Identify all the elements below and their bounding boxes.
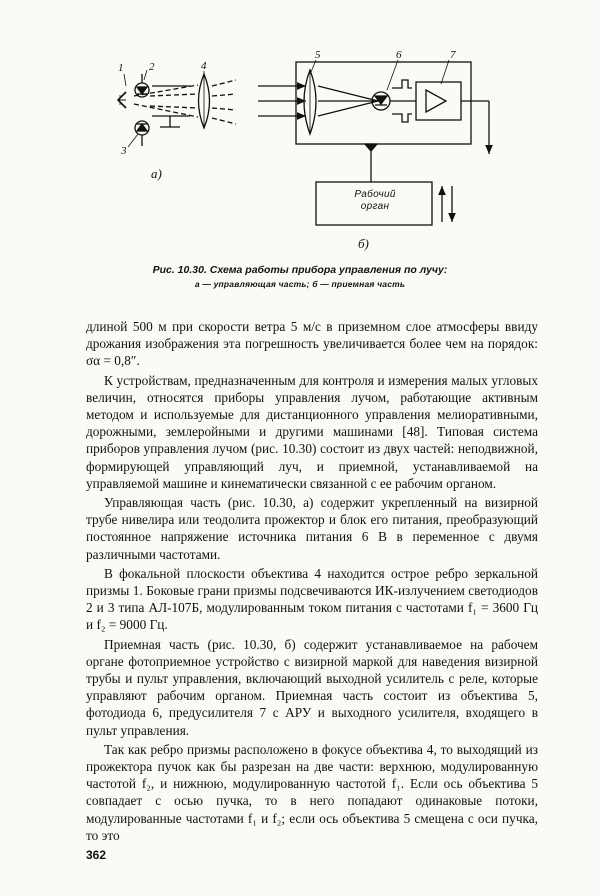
label-7: 7 (450, 49, 456, 61)
label-6: 6 (396, 49, 402, 61)
body-text (86, 318, 538, 846)
label-4: 4 (201, 60, 207, 72)
label-3: 3 (121, 145, 127, 157)
figure-10-30 (0, 0, 600, 300)
working-body-line1: Рабочий (354, 189, 396, 200)
figure-caption-legend: а — управляющая часть; б — приемная часть (194, 279, 406, 289)
paragraph: Управляющая часть (рис. 10.30, а) содержит укрепленный на визирной трубе нивелира или теодолита прожектор и блок его питания, преобразующий постоянное напряжение источника питания 6 В в переменное с двумя различными частотами. (86, 495, 538, 562)
working-body-line2: орган (360, 201, 390, 212)
paragraph: Приемная часть (рис. 10.30, б) содержит устанавливаемое на рабочем органе фотоприемное устройство с визирной маркой для наведения визирной трубы и пульт управления, включающий выходной усилитель с реле, которые управляют рабочим органом. Приемная часть состоит из объектива 5, фотодиода 6, предусилителя 7 с АРУ и выходного усилителя, входящего в пульт управления. (86, 636, 538, 738)
paragraph: Так как ребро призмы расположено в фокусе объектива 4, то выходящий из прожектора пучок как бы разрезан на две части: верхнюю, модулированную частотой f₂, и нижнюю, модулированную частотой f₁. Если ось объектива 5 совпадает с осью пучка, то в него попадают одинаковые потоки, модулированные частотами f₁ и f₂; если ось объектива 5 смещена с оси пучка, то это (86, 741, 538, 843)
paragraph: длиной 500 м при скорости ветра 5 м/с в приземном слое атмосферы ввиду дрожания изображения эта погрешность увеличивается более чем на порядок: σα = 0,8″. (86, 319, 538, 369)
label-2: 2 (149, 61, 155, 73)
figure-caption-title: Рис. 10.30. Схема работы прибора управления по лучу: (152, 264, 448, 276)
paragraph: В фокальной плоскости объектива 4 находится острое ребро зеркальной призмы 1. Боковые грани призмы подсвечиваются ИК-излучением светодиодов 2 и 3 типа АЛ-107Б, модулированным током питания с частотами f₁ = 3600 Гц и f₂ = 9000 Гц. (86, 565, 538, 633)
subfigure-b-label: б) (358, 236, 369, 251)
working-body-label (318, 189, 432, 213)
figure-drawing (0, 0, 600, 300)
label-5: 5 (315, 49, 321, 61)
paragraph: К устройствам, предназначенным для контроля и измерения малых угловых величин, относятся приборы управления лучом, работающие активным методом и используемые для дистанционного управления мелиоративными, дорожными, землеройными и другими машинами [48]. Типовая система приборов управления лучом (рис. 10.30) состоит из двух частей: неподвижной, формирующей управляющий луч, и приемной, устанавливаемой на управляемой машине и кинематически связанной с ее рабочим органом. (86, 372, 538, 491)
subfigure-a-label: а) (151, 166, 162, 181)
page-number: 362 (86, 848, 107, 862)
part-a-projector (118, 70, 236, 147)
label-1: 1 (118, 62, 124, 74)
